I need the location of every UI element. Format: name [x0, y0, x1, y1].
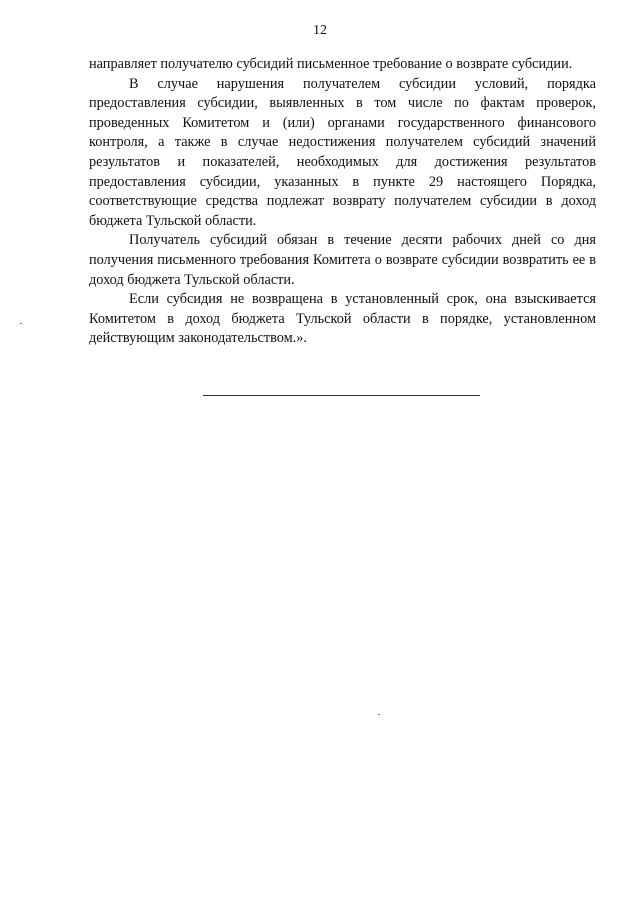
page-number: 12 — [313, 23, 327, 38]
paragraph-violation-return: В случае нарушения получателем субсидии условий, порядка предоставления субсидии, выявленных в том числе по фактам проверок, проведенных Комитетом и (или) органами государственного финансового контроля, а также в случае недостижения получателем субсидий значений результатов и показателей, необходимых для достижения результатов предоставления субсидии, указанных в пункте 29 настоящего Порядка, соответствующие средства подлежат возврату получателем субсидии в доход бюджета Тульской области. — [89, 75, 596, 229]
scan-speck — [20, 323, 22, 324]
paragraph-return-deadline: Получатель субсидий обязан в течение десяти рабочих дней со дня получения письменного требования Комитета о возврате субсидии возвратить ее в доход бюджета Тульской области. — [89, 232, 596, 288]
paragraph-recovery: Если субсидия не возвращена в установленный срок, она взыскивается Комитетом в доход бюджета Тульской области в порядке, установленном действующим законодательством.». — [89, 291, 596, 347]
paragraph-continuation: направляет получателю субсидий письменное требование о возврате субсидии. — [89, 56, 573, 72]
document-body — [89, 55, 596, 349]
scan-speck — [378, 714, 380, 715]
end-of-text-rule — [203, 395, 480, 396]
